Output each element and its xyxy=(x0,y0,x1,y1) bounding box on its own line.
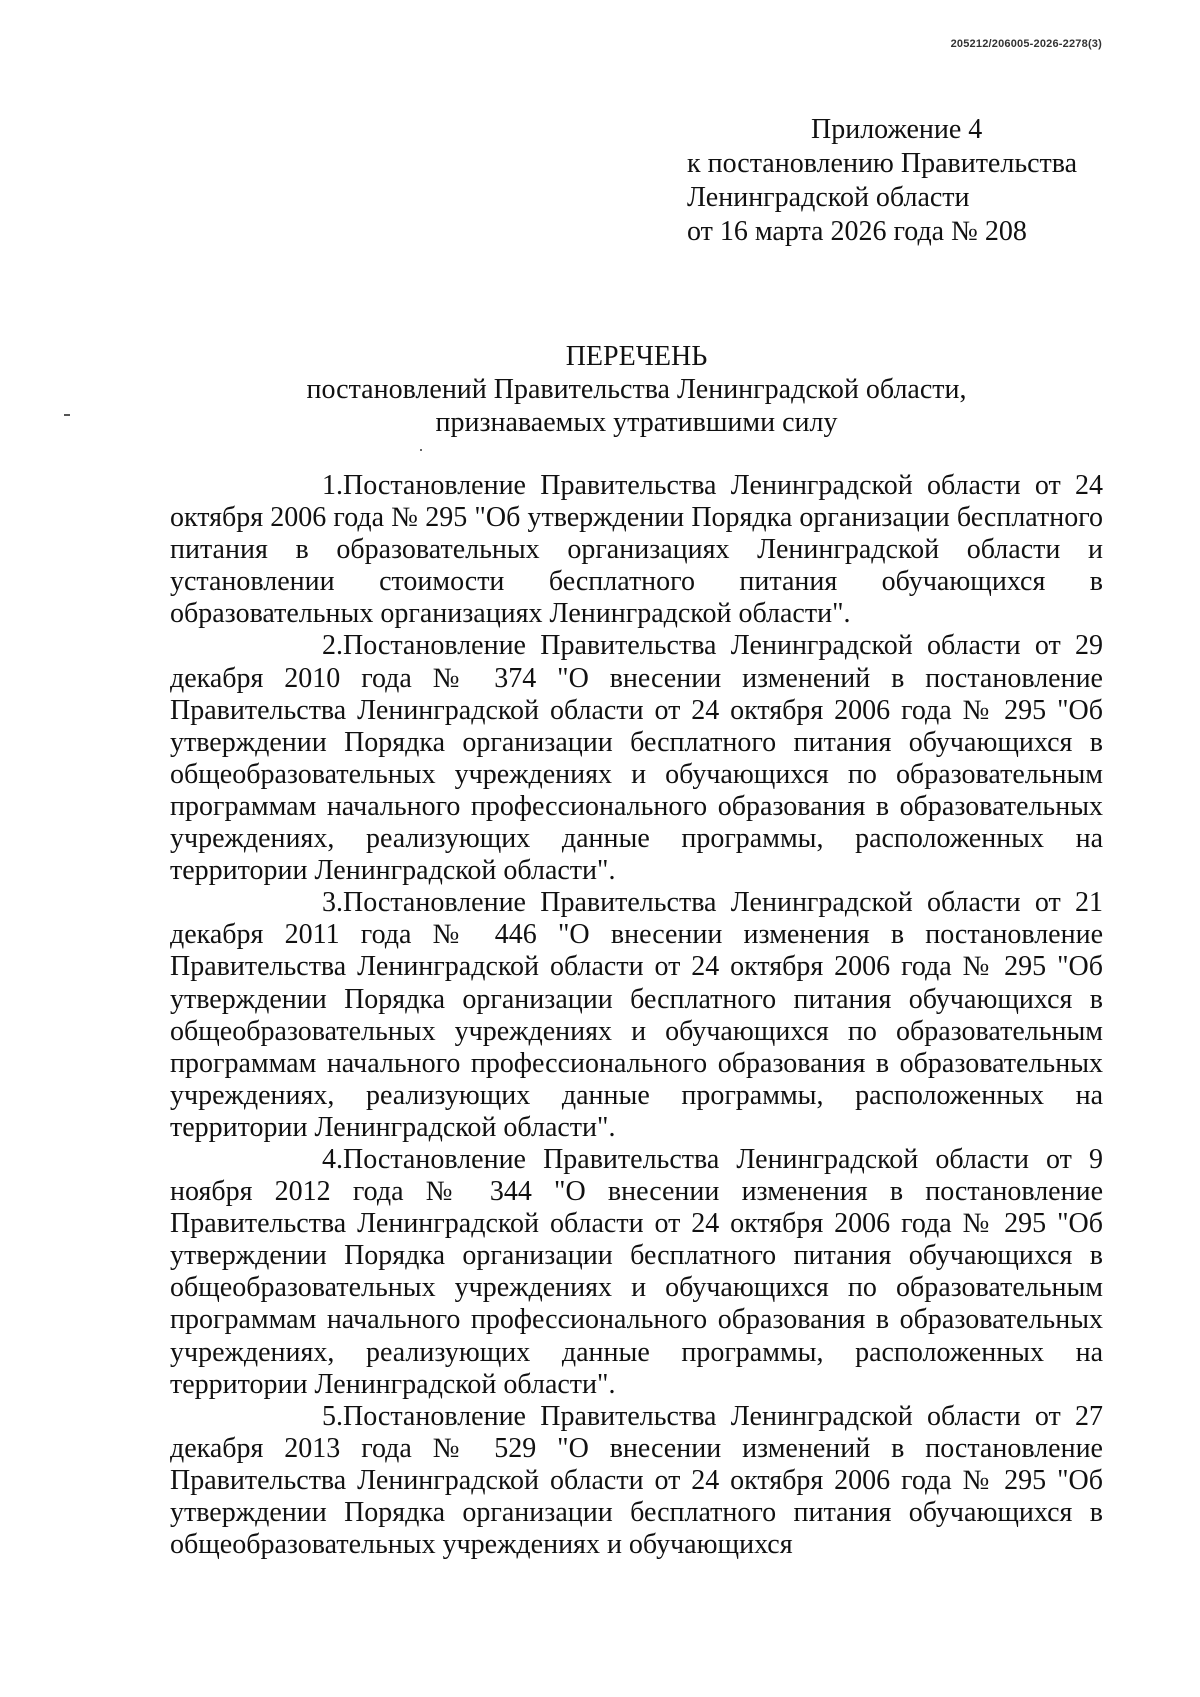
list-item xyxy=(170,630,1103,887)
appendix-date: от 16 марта 2026 года № 208 xyxy=(687,216,1027,247)
item-number: 1. xyxy=(322,470,343,501)
appendix-reference: к постановлению Правительства xyxy=(687,148,1078,179)
item-number: 5. xyxy=(322,1400,343,1432)
list-item xyxy=(170,1144,1103,1401)
item-text: Постановление Правительства Ленинградской области от 9 ноября 2012 года № 344 "О внесении изменения в постановление Правительства Ленинградской области от 24 октября 2006 года № 295 "Об утверждении Порядка организации бесплатного питания обучающихся в общеобразовательных учреждениях и обучающихся по образовательным программам начального профессионального образования в образовательных учреждениях, реализующих данные программы, расположенных на территории Ленинградской области". xyxy=(170,1143,1103,1400)
scan-mark xyxy=(64,414,70,416)
item-text: Постановление Правительства Ленинградской области от 29 декабря 2010 года № 374 "О внесении изменений в постановление Правительства Ленинградской области от 24 октября 2006 года № 295 "Об утверждении Порядка организации бесплатного питания обучающихся в общеобразовательных учреждениях и обучающихся по образовательным программам начального профессионального образования в образовательных учреждениях, реализующих данные программы, расположенных на территории Ленинградской области". xyxy=(170,630,1103,887)
title-subtitle-line-1: постановлений Правительства Ленинградской области, xyxy=(306,374,967,405)
appendix-region: Ленинградской области xyxy=(687,182,970,213)
appendix-header xyxy=(687,113,1077,249)
document-title xyxy=(170,340,1103,439)
document-registration-code: 205212/206005-2026-2278(3) xyxy=(950,38,1102,50)
item-number: 2. xyxy=(322,630,343,662)
title-subtitle-line-2: признаваемых утратившими силу xyxy=(435,407,838,438)
item-number: 3. xyxy=(322,887,343,919)
list-item xyxy=(170,887,1103,1144)
item-number: 4. xyxy=(322,1143,343,1175)
item-text: Постановление Правительства Ленинградской области от 21 декабря 2011 года № 446 "О внесении изменения в постановление Правительства Ленинградской области от 24 октября 2006 года № 295 "Об утверждении Порядка организации бесплатного питания обучающихся в общеобразовательных учреждениях и обучающихся по образовательным программам начального профессионального образования в образовательных учреждениях, реализующих данные программы, расположенных на территории Ленинградской области". xyxy=(170,887,1103,1143)
title-heading: ПЕРЕЧЕНЬ xyxy=(565,341,708,372)
item-text: Постановление Правительства Ленинградской области от 24 октября 2006 года № 295 "Об утверждении Порядка организации бесплатного питания в образовательных организациях Ленинградской области и установлении стоимости бесплатного питания обучающихся в образовательных организациях Ленинградской области". xyxy=(170,470,1103,630)
resolutions-list xyxy=(170,470,1103,1561)
scan-dot xyxy=(420,449,422,451)
list-item xyxy=(170,1401,1103,1561)
list-item xyxy=(170,470,1103,630)
item-text: Постановление Правительства Ленинградской области от 27 декабря 2013 года № 529 "О внесении изменений в постановление Правительства Ленинградской области от 24 октября 2006 года № 295 "Об утверждении Порядка организации бесплатного питания обучающихся в общеобразовательных учреждениях и обучающихся xyxy=(170,1400,1103,1561)
appendix-number: Приложение 4 xyxy=(811,114,983,145)
